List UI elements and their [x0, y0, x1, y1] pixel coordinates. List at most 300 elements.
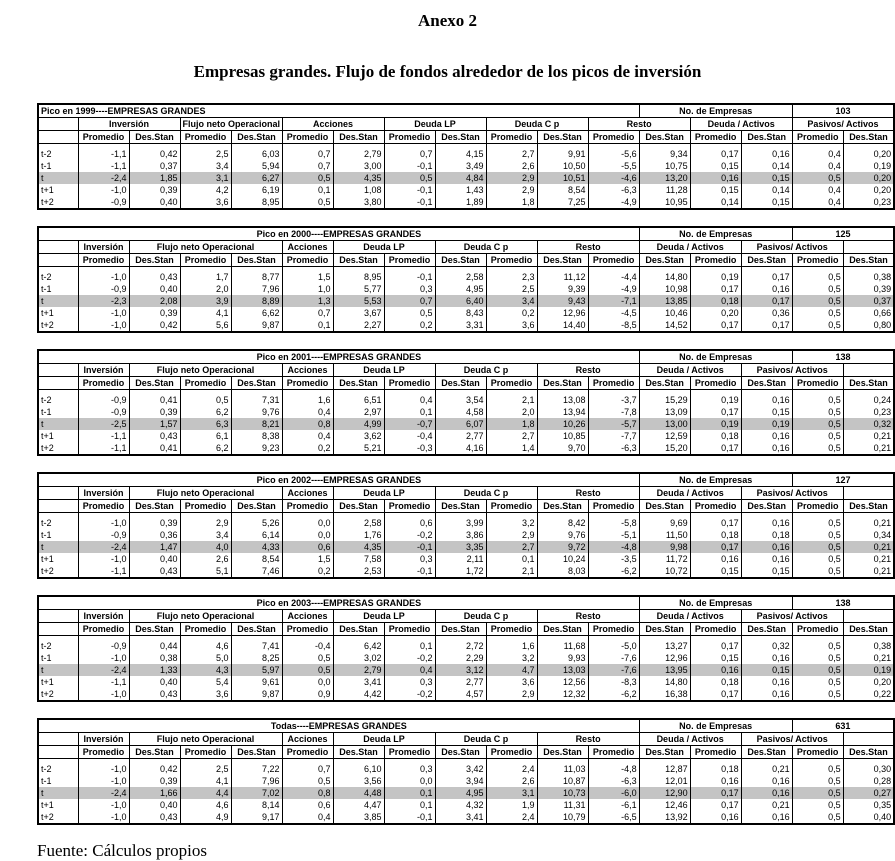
- value-cell: 0,23: [843, 406, 894, 418]
- value-cell: 3,99: [435, 517, 486, 529]
- des-stan-header: Des.Stan: [537, 623, 588, 636]
- promedio-header: Promedio: [792, 746, 843, 759]
- value-cell: 0,1: [282, 184, 333, 196]
- value-cell: 12,96: [639, 652, 690, 664]
- des-stan-header: Des.Stan: [231, 623, 282, 636]
- period-label: t: [38, 295, 78, 307]
- value-cell: 0,16: [741, 430, 792, 442]
- table-row-t: [38, 295, 894, 307]
- des-stan-header: Des.Stan: [537, 746, 588, 759]
- value-cell: -1,0: [78, 517, 129, 529]
- group-header: Pasivos/ Activos: [741, 487, 843, 500]
- no-empresas-count: 138: [792, 596, 894, 610]
- value-cell: 4,32: [435, 799, 486, 811]
- period-label: t: [38, 172, 78, 184]
- value-cell: -7,8: [588, 406, 639, 418]
- period-label: t-1: [38, 283, 78, 295]
- value-cell: 0,36: [741, 307, 792, 319]
- value-cell: 14,52: [639, 319, 690, 332]
- des-stan-header: Des.Stan: [537, 131, 588, 144]
- group-header-row: [38, 487, 894, 500]
- value-cell: 0,7: [282, 148, 333, 160]
- group-header: Acciones: [282, 733, 333, 746]
- value-cell: -0,1: [384, 565, 435, 578]
- group-header-row: [38, 610, 894, 623]
- value-cell: -1,0: [78, 271, 129, 283]
- value-cell: -2,4: [78, 172, 129, 184]
- value-cell: 8,21: [231, 418, 282, 430]
- value-cell: -5,7: [588, 418, 639, 430]
- value-cell: 0,20: [843, 676, 894, 688]
- value-cell: 3,6: [180, 688, 231, 701]
- blank-header-cell: [38, 487, 78, 500]
- value-cell: 0,5: [792, 271, 843, 283]
- no-empresas-count: 125: [792, 227, 894, 241]
- period-label: t-1: [38, 652, 78, 664]
- value-cell: 0,5: [282, 652, 333, 664]
- value-cell: -3,7: [588, 394, 639, 406]
- value-cell: 0,36: [129, 529, 180, 541]
- period-label: t+2: [38, 442, 78, 455]
- promedio-header: Promedio: [486, 746, 537, 759]
- value-cell: -4,8: [588, 541, 639, 553]
- promedio-header: Promedio: [588, 254, 639, 267]
- value-cell: 0,3: [384, 763, 435, 775]
- value-cell: 9,17: [231, 811, 282, 824]
- value-cell: 8,25: [231, 652, 282, 664]
- value-cell: -0,4: [384, 430, 435, 442]
- value-cell: 0,5: [792, 811, 843, 824]
- value-cell: 0,5: [792, 307, 843, 319]
- group-header: Pasivos/ Activos: [741, 733, 843, 746]
- value-cell: 0,38: [129, 652, 180, 664]
- value-cell: 12,01: [639, 775, 690, 787]
- value-cell: 0,17: [690, 406, 741, 418]
- no-empresas-label: No. de Empresas: [639, 473, 792, 487]
- group-header: Resto: [537, 487, 639, 500]
- value-cell: 0,5: [792, 763, 843, 775]
- promedio-header: Promedio: [282, 254, 333, 267]
- value-cell: 3,62: [333, 430, 384, 442]
- value-cell: 0,15: [690, 184, 741, 196]
- value-cell: 2,0: [486, 406, 537, 418]
- value-cell: 1,72: [435, 565, 486, 578]
- group-header-row: [38, 118, 894, 131]
- blank-header-cell: [38, 623, 78, 636]
- group-header: Deuda LP: [333, 733, 435, 746]
- value-cell: 0,5: [792, 676, 843, 688]
- group-header: Resto: [537, 241, 639, 254]
- value-cell: 5,4: [180, 676, 231, 688]
- value-cell: 9,91: [537, 148, 588, 160]
- value-cell: 12,59: [639, 430, 690, 442]
- des-stan-header: Des.Stan: [537, 377, 588, 390]
- value-cell: -1,0: [78, 811, 129, 824]
- value-cell: -1,0: [78, 553, 129, 565]
- table-title: Pico en 2001----EMPRESAS GRANDES: [38, 350, 639, 364]
- value-cell: 2,72: [435, 640, 486, 652]
- value-cell: 8,03: [537, 565, 588, 578]
- value-cell: 0,21: [741, 799, 792, 811]
- promedio-header: Promedio: [486, 623, 537, 636]
- value-cell: 5,94: [231, 160, 282, 172]
- value-cell: 5,1: [180, 565, 231, 578]
- value-cell: 1,47: [129, 541, 180, 553]
- group-header: Inversión: [78, 364, 129, 377]
- value-cell: 0,21: [843, 517, 894, 529]
- value-cell: 2,7: [486, 430, 537, 442]
- group-header: Inversión: [78, 733, 129, 746]
- table-row-t+1: [38, 553, 894, 565]
- period-label: t-2: [38, 640, 78, 652]
- value-cell: -6,3: [588, 775, 639, 787]
- des-stan-header: Des.Stan: [231, 377, 282, 390]
- value-cell: -4,4: [588, 271, 639, 283]
- value-cell: 0,17: [690, 688, 741, 701]
- value-cell: -1,1: [78, 148, 129, 160]
- value-cell: -6,5: [588, 811, 639, 824]
- value-cell: 0,5: [792, 319, 843, 332]
- promedio-header: Promedio: [282, 746, 333, 759]
- value-cell: 0,42: [129, 148, 180, 160]
- value-cell: 0,4: [282, 430, 333, 442]
- value-cell: 10,46: [639, 307, 690, 319]
- des-stan-header: Des.Stan: [843, 377, 894, 390]
- value-cell: -0,9: [78, 406, 129, 418]
- des-stan-header: Des.Stan: [333, 131, 384, 144]
- value-cell: 2,4: [486, 763, 537, 775]
- des-stan-header: Des.Stan: [639, 377, 690, 390]
- value-cell: 0,39: [129, 184, 180, 196]
- value-cell: 0,16: [741, 652, 792, 664]
- blank-header-cell: [38, 500, 78, 513]
- value-cell: 0,16: [690, 775, 741, 787]
- table-row-t-2: [38, 394, 894, 406]
- promedio-header: Promedio: [792, 500, 843, 513]
- value-cell: 4,58: [435, 406, 486, 418]
- promedio-header: Promedio: [690, 623, 741, 636]
- group-header: Deuda C p: [435, 364, 537, 377]
- value-cell: 0,16: [741, 688, 792, 701]
- value-cell: 0,17: [690, 517, 741, 529]
- value-cell: 8,89: [231, 295, 282, 307]
- value-cell: 1,89: [435, 196, 486, 209]
- value-cell: 0,5: [792, 553, 843, 565]
- table-title-row: [38, 473, 894, 487]
- promedio-header: Promedio: [690, 500, 741, 513]
- value-cell: 9,70: [537, 442, 588, 455]
- value-cell: 3,94: [435, 775, 486, 787]
- value-cell: 10,98: [639, 283, 690, 295]
- value-cell: 13,08: [537, 394, 588, 406]
- table-row-t: [38, 418, 894, 430]
- value-cell: 0,20: [843, 148, 894, 160]
- promedio-header: Promedio: [180, 254, 231, 267]
- group-header: Pasivos/ Activos: [741, 241, 843, 254]
- value-cell: -4,6: [588, 172, 639, 184]
- value-cell: 2,11: [435, 553, 486, 565]
- value-cell: 0,4: [282, 811, 333, 824]
- value-cell: 0,17: [690, 541, 741, 553]
- value-cell: 10,51: [537, 172, 588, 184]
- value-cell: 13,95: [639, 664, 690, 676]
- period-label: t: [38, 418, 78, 430]
- value-cell: 0,4: [792, 184, 843, 196]
- value-cell: 0,17: [690, 283, 741, 295]
- des-stan-header: Des.Stan: [333, 623, 384, 636]
- value-cell: -0,2: [384, 529, 435, 541]
- value-cell: 0,6: [384, 517, 435, 529]
- value-cell: 0,4: [792, 148, 843, 160]
- value-cell: 0,21: [843, 442, 894, 455]
- value-cell: 0,20: [690, 307, 741, 319]
- value-cell: -6,0: [588, 787, 639, 799]
- value-cell: 6,03: [231, 148, 282, 160]
- promedio-header: Promedio: [486, 131, 537, 144]
- value-cell: 2,27: [333, 319, 384, 332]
- group-header: Flujo neto Operacional: [129, 487, 282, 500]
- value-cell: 7,31: [231, 394, 282, 406]
- value-cell: -0,1: [384, 541, 435, 553]
- value-cell: 0,7: [384, 148, 435, 160]
- value-cell: 0,5: [792, 529, 843, 541]
- value-cell: 0,32: [741, 640, 792, 652]
- table-title-row: [38, 719, 894, 733]
- value-cell: 4,1: [180, 307, 231, 319]
- value-cell: 9,76: [537, 529, 588, 541]
- group-header: Deuda LP: [333, 487, 435, 500]
- value-cell: 0,16: [690, 553, 741, 565]
- value-cell: 0,8: [282, 787, 333, 799]
- promedio-header: Promedio: [792, 377, 843, 390]
- blank-header-cell: [843, 241, 894, 254]
- table-row-t-1: [38, 529, 894, 541]
- value-cell: 0,4: [384, 394, 435, 406]
- no-empresas-label: No. de Empresas: [639, 719, 792, 733]
- value-cell: 9,98: [639, 541, 690, 553]
- value-cell: 0,16: [741, 676, 792, 688]
- promedio-header: Promedio: [180, 746, 231, 759]
- table-row-t-2: [38, 271, 894, 283]
- panel-table-2: [37, 226, 895, 333]
- des-stan-header: Des.Stan: [231, 131, 282, 144]
- value-cell: -5,8: [588, 517, 639, 529]
- value-cell: -1,1: [78, 565, 129, 578]
- value-cell: 0,21: [843, 541, 894, 553]
- value-cell: 3,67: [333, 307, 384, 319]
- value-cell: -0,4: [282, 640, 333, 652]
- no-empresas-label: No. de Empresas: [639, 350, 792, 364]
- value-cell: 0,6: [282, 799, 333, 811]
- value-cell: 1,9: [486, 799, 537, 811]
- value-cell: 9,69: [639, 517, 690, 529]
- des-stan-header: Des.Stan: [639, 623, 690, 636]
- value-cell: 0,30: [843, 763, 894, 775]
- no-empresas-label: No. de Empresas: [639, 596, 792, 610]
- promedio-header: Promedio: [180, 131, 231, 144]
- value-cell: 4,6: [180, 799, 231, 811]
- value-cell: 10,26: [537, 418, 588, 430]
- value-cell: 12,87: [639, 763, 690, 775]
- value-cell: 3,41: [333, 676, 384, 688]
- value-cell: 0,43: [129, 565, 180, 578]
- promedio-header: Promedio: [180, 623, 231, 636]
- value-cell: 4,95: [435, 283, 486, 295]
- subheader-row: [38, 131, 894, 144]
- value-cell: 0,43: [129, 811, 180, 824]
- value-cell: 10,79: [537, 811, 588, 824]
- value-cell: 0,24: [843, 394, 894, 406]
- value-cell: -1,0: [78, 775, 129, 787]
- group-header: Pasivos/ Activos: [741, 610, 843, 623]
- value-cell: 5,97: [231, 664, 282, 676]
- table-row-t-1: [38, 160, 894, 172]
- value-cell: 0,43: [129, 271, 180, 283]
- promedio-header: Promedio: [282, 623, 333, 636]
- group-header: Acciones: [282, 364, 333, 377]
- value-cell: 4,35: [333, 172, 384, 184]
- group-header: Deuda C p: [435, 241, 537, 254]
- value-cell: 1,6: [486, 640, 537, 652]
- value-cell: 12,46: [639, 799, 690, 811]
- period-label: t: [38, 541, 78, 553]
- value-cell: 3,4: [486, 295, 537, 307]
- value-cell: 0,40: [843, 811, 894, 824]
- value-cell: -2,3: [78, 295, 129, 307]
- group-header: Acciones: [282, 610, 333, 623]
- value-cell: -1,0: [78, 307, 129, 319]
- value-cell: 4,33: [231, 541, 282, 553]
- value-cell: 0,16: [741, 541, 792, 553]
- value-cell: 6,27: [231, 172, 282, 184]
- value-cell: -5,5: [588, 160, 639, 172]
- promedio-header: Promedio: [588, 131, 639, 144]
- value-cell: -1,0: [78, 763, 129, 775]
- value-cell: 10,50: [537, 160, 588, 172]
- value-cell: 16,38: [639, 688, 690, 701]
- table-title: Pico en 1999----EMPRESAS GRANDES: [38, 104, 639, 118]
- value-cell: 0,3: [384, 553, 435, 565]
- group-header: Resto: [537, 610, 639, 623]
- value-cell: 2,29: [435, 652, 486, 664]
- value-cell: 4,99: [333, 418, 384, 430]
- table-row-t-2: [38, 763, 894, 775]
- value-cell: 0,1: [384, 787, 435, 799]
- table-row-t+2: [38, 196, 894, 209]
- value-cell: -5,1: [588, 529, 639, 541]
- value-cell: 2,6: [486, 775, 537, 787]
- group-header: Deuda / Activos: [639, 364, 741, 377]
- no-empresas-count: 127: [792, 473, 894, 487]
- blank-header-cell: [843, 364, 894, 377]
- des-stan-header: Des.Stan: [129, 254, 180, 267]
- value-cell: 4,57: [435, 688, 486, 701]
- value-cell: 9,61: [231, 676, 282, 688]
- subheader-row: [38, 500, 894, 513]
- value-cell: -2,4: [78, 787, 129, 799]
- value-cell: 0,15: [690, 652, 741, 664]
- period-label: t+2: [38, 811, 78, 824]
- group-header: Deuda LP: [333, 610, 435, 623]
- des-stan-header: Des.Stan: [333, 746, 384, 759]
- value-cell: -0,9: [78, 529, 129, 541]
- des-stan-header: Des.Stan: [129, 131, 180, 144]
- value-cell: 3,4: [180, 529, 231, 541]
- period-label: t+1: [38, 799, 78, 811]
- value-cell: 0,34: [843, 529, 894, 541]
- value-cell: 0,19: [690, 271, 741, 283]
- des-stan-header: Des.Stan: [129, 623, 180, 636]
- subheader-row: [38, 377, 894, 390]
- group-header: Pasivos/ Activos: [741, 364, 843, 377]
- promedio-header: Promedio: [792, 131, 843, 144]
- des-stan-header: Des.Stan: [537, 500, 588, 513]
- table-title-row: [38, 227, 894, 241]
- des-stan-header: Des.Stan: [435, 623, 486, 636]
- period-label: t-1: [38, 775, 78, 787]
- value-cell: 0,5: [792, 406, 843, 418]
- value-cell: 3,54: [435, 394, 486, 406]
- value-cell: 0,18: [690, 295, 741, 307]
- value-cell: 3,9: [180, 295, 231, 307]
- value-cell: 0,16: [741, 283, 792, 295]
- value-cell: 0,2: [282, 442, 333, 455]
- value-cell: 5,77: [333, 283, 384, 295]
- value-cell: 8,43: [435, 307, 486, 319]
- value-cell: -6,3: [588, 184, 639, 196]
- value-cell: 7,96: [231, 283, 282, 295]
- value-cell: 4,7: [486, 664, 537, 676]
- blank-header-cell: [843, 610, 894, 623]
- value-cell: -1,1: [78, 160, 129, 172]
- value-cell: -2,4: [78, 541, 129, 553]
- group-header: Acciones: [282, 487, 333, 500]
- value-cell: 0,35: [843, 799, 894, 811]
- value-cell: 0,20: [843, 184, 894, 196]
- value-cell: 0,16: [741, 517, 792, 529]
- value-cell: 0,9: [282, 688, 333, 701]
- value-cell: 0,16: [741, 775, 792, 787]
- des-stan-header: Des.Stan: [843, 254, 894, 267]
- value-cell: 1,8: [486, 418, 537, 430]
- group-header: Deuda / Activos: [639, 610, 741, 623]
- value-cell: 0,16: [741, 787, 792, 799]
- des-stan-header: Des.Stan: [129, 377, 180, 390]
- des-stan-header: Des.Stan: [639, 131, 690, 144]
- promedio-header: Promedio: [384, 131, 435, 144]
- no-empresas-label: No. de Empresas: [639, 104, 792, 118]
- value-cell: 15,20: [639, 442, 690, 455]
- value-cell: 1,33: [129, 664, 180, 676]
- blank-header-cell: [38, 254, 78, 267]
- value-cell: 0,18: [690, 676, 741, 688]
- value-cell: -1,1: [78, 430, 129, 442]
- promedio-header: Promedio: [384, 623, 435, 636]
- value-cell: 1,5: [282, 271, 333, 283]
- value-cell: 0,37: [843, 295, 894, 307]
- value-cell: 0,19: [843, 160, 894, 172]
- value-cell: 0,16: [690, 811, 741, 824]
- des-stan-header: Des.Stan: [741, 746, 792, 759]
- value-cell: 0,5: [282, 775, 333, 787]
- value-cell: 2,5: [180, 763, 231, 775]
- value-cell: -7,6: [588, 652, 639, 664]
- value-cell: 10,75: [639, 160, 690, 172]
- value-cell: 0,7: [282, 763, 333, 775]
- value-cell: 0,5: [792, 418, 843, 430]
- blank-header-cell: [38, 610, 78, 623]
- value-cell: 0,5: [384, 172, 435, 184]
